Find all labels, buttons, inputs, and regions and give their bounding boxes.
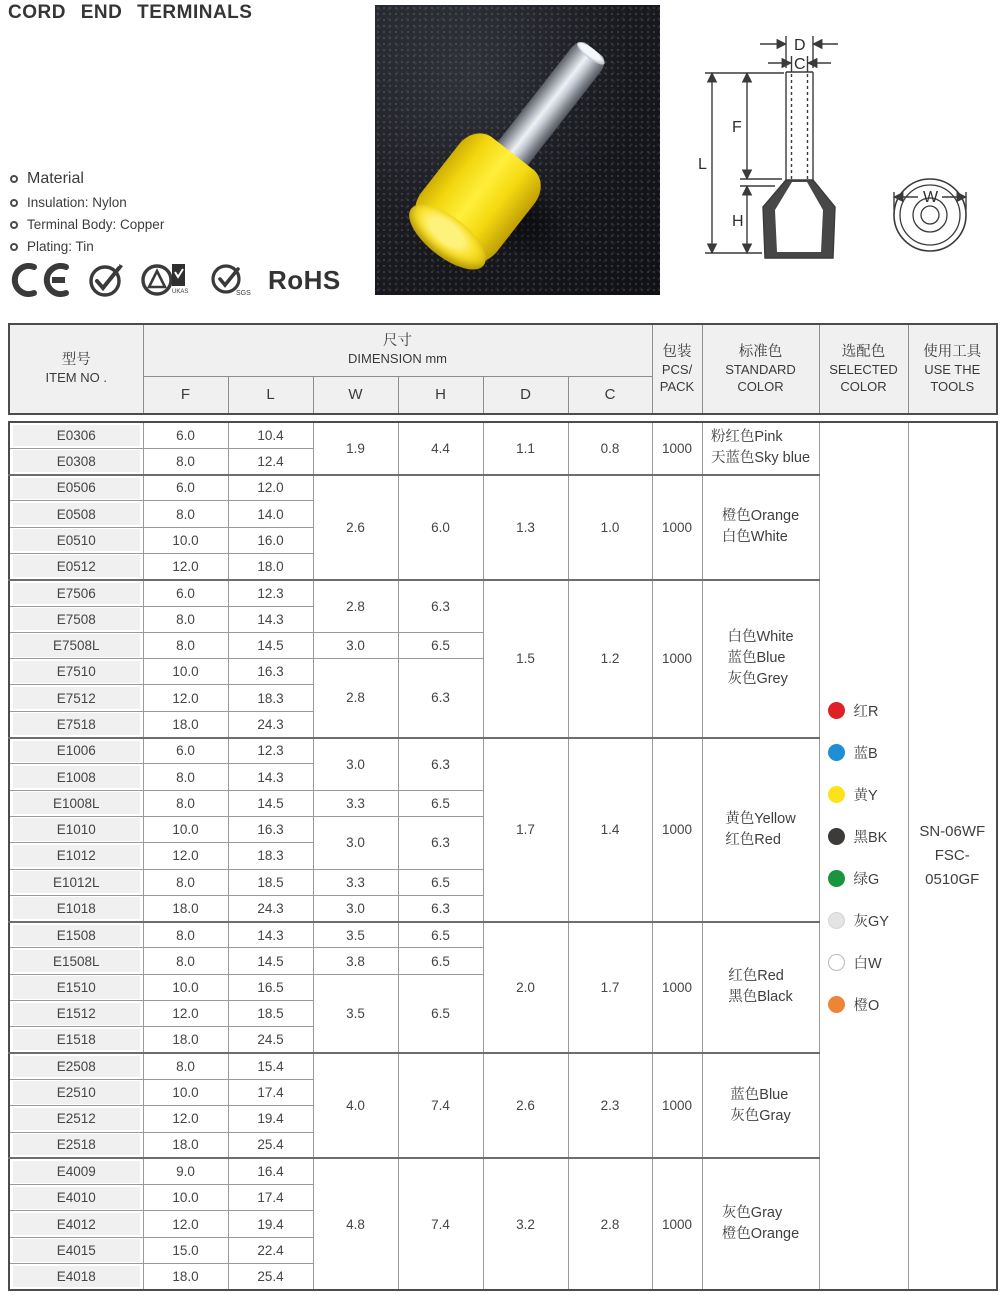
dim-l-cell: 25.4 xyxy=(228,1264,313,1290)
color-label: 灰GY xyxy=(853,914,889,931)
dim-label-c: C xyxy=(794,56,806,73)
dim-h-cell: 6.3 xyxy=(398,580,483,633)
header-selected-color-en2: COLOR xyxy=(840,378,887,394)
standard-color-line: 黄色Yellow xyxy=(725,810,796,827)
item-no-cell: E7518 xyxy=(9,711,143,737)
dim-f-cell: 6.0 xyxy=(143,738,228,764)
dim-f-cell: 9.0 xyxy=(143,1158,228,1184)
standard-color-line: 灰色Gray xyxy=(721,1205,783,1222)
header-selected-color-en1: SELECTED xyxy=(829,361,898,377)
dim-d-cell: 1.3 xyxy=(483,475,568,580)
dim-f-cell: 12.0 xyxy=(143,843,228,869)
color-swatch-icon xyxy=(828,954,845,971)
dim-f-cell: 10.0 xyxy=(143,974,228,1000)
item-no-cell: E1508L xyxy=(9,948,143,974)
item-no-cell: E2518 xyxy=(9,1132,143,1158)
dim-h-cell: 6.5 xyxy=(398,632,483,658)
dim-w-cell: 2.6 xyxy=(313,475,398,580)
dim-w-cell: 3.0 xyxy=(313,632,398,658)
item-no-cell: E0306 xyxy=(9,422,143,448)
item-no-cell: E1018 xyxy=(9,895,143,921)
dim-d-cell: 1.1 xyxy=(483,422,568,475)
dim-l-cell: 10.4 xyxy=(228,422,313,448)
dim-w-cell: 3.3 xyxy=(313,869,398,895)
item-no-cell: E1006 xyxy=(9,738,143,764)
header-pack-en2: PACK xyxy=(659,378,695,394)
dim-f-cell: 8.0 xyxy=(143,448,228,474)
dim-w-cell: 4.8 xyxy=(313,1158,398,1289)
dim-l-cell: 17.4 xyxy=(228,1079,313,1105)
color-label: 白W xyxy=(853,956,882,973)
dim-h-cell: 6.5 xyxy=(398,869,483,895)
dim-w-cell: 3.0 xyxy=(313,895,398,921)
dim-f-cell: 8.0 xyxy=(143,632,228,658)
material-item-row xyxy=(10,239,164,254)
bullet-icon xyxy=(10,175,18,183)
header-dimension-zh: 尺寸 xyxy=(383,333,412,350)
header-tools-en1: USE THE xyxy=(924,361,981,377)
dim-l-cell: 14.5 xyxy=(228,632,313,658)
dim-label-h: H xyxy=(732,213,744,230)
standard-color-line: 蓝色Blue xyxy=(730,1086,789,1103)
dim-w-cell: 4.0 xyxy=(313,1053,398,1158)
dim-f-cell: 18.0 xyxy=(143,1027,228,1053)
dim-f-cell: 8.0 xyxy=(143,764,228,790)
header-standard-color-en2: COLOR xyxy=(737,378,784,394)
dim-f-cell: 6.0 xyxy=(143,580,228,606)
color-label: 黑BK xyxy=(853,830,888,847)
header-dim-f: F xyxy=(143,376,228,414)
standard-color-cell xyxy=(702,1158,819,1289)
terminal-pin xyxy=(494,38,609,170)
dim-label-f: F xyxy=(732,119,742,136)
item-no-cell: E0512 xyxy=(9,553,143,579)
item-no-cell: E2510 xyxy=(9,1079,143,1105)
dim-l-cell: 18.0 xyxy=(228,553,313,579)
ce-mark-icon xyxy=(6,260,70,300)
dim-f-cell: 12.0 xyxy=(143,1106,228,1132)
dim-l-cell: 12.0 xyxy=(228,475,313,501)
ukas-badge-icon xyxy=(140,260,192,300)
dim-f-cell: 12.0 xyxy=(143,1211,228,1237)
color-swatch-icon xyxy=(828,996,845,1013)
header-item-no-zh: 型号 xyxy=(61,352,91,368)
dim-f-cell: 12.0 xyxy=(143,553,228,579)
item-no-cell: E1008L xyxy=(9,790,143,816)
dim-w-cell: 2.8 xyxy=(313,580,398,633)
header-pack-zh: 包装 xyxy=(662,343,692,360)
color-label: 绿G xyxy=(853,872,880,889)
dim-f-cell: 10.0 xyxy=(143,1185,228,1211)
item-no-cell: E7508 xyxy=(9,606,143,632)
item-no-cell: E7512 xyxy=(9,685,143,711)
sgs-label: SGS xyxy=(236,290,251,297)
dim-w-cell: 3.0 xyxy=(313,816,398,869)
bullet-icon xyxy=(10,221,18,229)
dim-label-l: L xyxy=(698,156,707,173)
item-no-cell: E4018 xyxy=(9,1264,143,1290)
dim-f-cell: 18.0 xyxy=(143,1264,228,1290)
item-no-cell: E1010 xyxy=(9,816,143,842)
dim-d-cell: 3.2 xyxy=(483,1158,568,1289)
standard-color-cell xyxy=(702,475,819,580)
dim-c-cell: 1.4 xyxy=(568,738,652,922)
header-dim-h: H xyxy=(398,376,483,414)
dim-l-cell: 14.5 xyxy=(228,948,313,974)
pcs-pack-cell: 1000 xyxy=(652,422,702,475)
color-swatch-icon xyxy=(828,786,845,803)
dim-h-cell: 6.5 xyxy=(398,948,483,974)
dim-l-cell: 18.3 xyxy=(228,843,313,869)
standard-color-cell xyxy=(702,922,819,1053)
dim-h-cell: 6.3 xyxy=(398,816,483,869)
dim-f-cell: 15.0 xyxy=(143,1237,228,1263)
dim-l-cell: 24.3 xyxy=(228,895,313,921)
dim-w-cell: 2.8 xyxy=(313,659,398,738)
dim-l-cell: 14.3 xyxy=(228,764,313,790)
dim-h-cell: 6.3 xyxy=(398,659,483,738)
tool-name: FSC-0510GF xyxy=(925,846,980,888)
dim-w-cell: 3.5 xyxy=(313,974,398,1053)
item-no-cell: E2512 xyxy=(9,1106,143,1132)
dim-h-cell: 7.4 xyxy=(398,1158,483,1289)
selected-color-list xyxy=(828,696,900,1015)
dim-l-cell: 15.4 xyxy=(228,1053,313,1079)
dim-l-cell: 12.3 xyxy=(228,738,313,764)
bullet-icon xyxy=(10,199,18,207)
tool-name: SN-06WF xyxy=(919,822,986,840)
material-section xyxy=(10,170,164,261)
item-no-cell: E7510 xyxy=(9,659,143,685)
item-no-cell: E2508 xyxy=(9,1053,143,1079)
standard-color-cell xyxy=(702,580,819,738)
header-tools-en2: TOOLS xyxy=(930,378,975,394)
selected-color-option xyxy=(828,742,878,763)
dim-l-cell: 14.0 xyxy=(228,501,313,527)
dim-f-cell: 8.0 xyxy=(143,501,228,527)
standard-color-line: 灰色Grey xyxy=(727,671,788,688)
dim-l-cell: 16.4 xyxy=(228,1158,313,1184)
spec-table-header xyxy=(8,323,998,415)
color-swatch-icon xyxy=(828,912,845,929)
dim-h-cell: 7.4 xyxy=(398,1053,483,1158)
item-no-cell: E1012 xyxy=(9,843,143,869)
selected-color-option xyxy=(828,994,880,1015)
certifications-row xyxy=(6,260,341,300)
dim-f-cell: 8.0 xyxy=(143,1053,228,1079)
header-item-no xyxy=(9,324,143,414)
dim-f-cell: 18.0 xyxy=(143,711,228,737)
dim-d-cell: 1.5 xyxy=(483,580,568,738)
selected-color-option xyxy=(828,784,878,805)
item-no-cell: E1012L xyxy=(9,869,143,895)
item-no-cell: E1008 xyxy=(9,764,143,790)
color-label: 蓝B xyxy=(853,746,878,763)
dim-h-cell: 6.0 xyxy=(398,475,483,580)
color-swatch-icon xyxy=(828,702,845,719)
tools-cell xyxy=(908,422,997,1290)
table-row xyxy=(9,422,997,448)
dim-c-cell: 2.3 xyxy=(568,1053,652,1158)
selected-color-option xyxy=(828,700,879,721)
color-swatch-icon xyxy=(828,828,845,845)
material-item-row xyxy=(10,217,164,232)
dim-h-cell: 6.5 xyxy=(398,974,483,1053)
item-no-cell: E4009 xyxy=(9,1158,143,1184)
header-pack xyxy=(652,324,702,414)
dim-l-cell: 18.5 xyxy=(228,1001,313,1027)
dim-h-cell: 6.3 xyxy=(398,738,483,791)
color-swatch-icon xyxy=(828,744,845,761)
dim-w-cell: 3.3 xyxy=(313,790,398,816)
dim-f-cell: 6.0 xyxy=(143,475,228,501)
dimension-diagram xyxy=(690,10,1000,295)
item-no-cell: E4010 xyxy=(9,1185,143,1211)
dim-l-cell: 17.4 xyxy=(228,1185,313,1211)
dim-f-cell: 10.0 xyxy=(143,1079,228,1105)
header-standard-color-zh: 标准色 xyxy=(738,343,783,360)
header-pack-en1: PCS/ xyxy=(661,361,693,377)
standard-color-cell xyxy=(702,422,819,475)
color-label: 橙O xyxy=(853,998,880,1015)
header-standard-color-en1: STANDARD xyxy=(725,361,796,377)
dim-c-cell: 1.0 xyxy=(568,475,652,580)
product-photo xyxy=(375,5,660,295)
dim-label-w: W xyxy=(923,189,939,206)
dim-f-cell: 6.0 xyxy=(143,422,228,448)
standard-color-cell xyxy=(702,738,819,922)
dim-l-cell: 25.4 xyxy=(228,1132,313,1158)
header-selected-color xyxy=(819,324,908,414)
dim-l-cell: 19.4 xyxy=(228,1211,313,1237)
bullet-icon xyxy=(10,243,18,251)
header-dim-c: C xyxy=(568,376,652,414)
dim-l-cell: 22.4 xyxy=(228,1237,313,1263)
item-no-cell: E1508 xyxy=(9,922,143,948)
item-no-cell: E4015 xyxy=(9,1237,143,1263)
dim-l-cell: 14.5 xyxy=(228,790,313,816)
dim-l-cell: 18.5 xyxy=(228,869,313,895)
item-no-cell: E1512 xyxy=(9,1001,143,1027)
dim-c-cell: 1.7 xyxy=(568,922,652,1053)
page-title: CORD END TERMINALS xyxy=(8,2,253,23)
item-no-cell: E1510 xyxy=(9,974,143,1000)
standard-color-line: 红色Red xyxy=(728,968,784,985)
item-no-cell: E1518 xyxy=(9,1027,143,1053)
dim-l-cell: 18.3 xyxy=(228,685,313,711)
dim-label-d: D xyxy=(794,37,806,54)
selected-color-option xyxy=(828,826,888,847)
dim-l-cell: 16.0 xyxy=(228,527,313,553)
standard-color-line: 蓝色Blue xyxy=(727,650,786,667)
dim-l-cell: 16.3 xyxy=(228,816,313,842)
dim-f-cell: 12.0 xyxy=(143,1001,228,1027)
header-selected-color-zh: 选配色 xyxy=(841,343,886,360)
material-item: Plating: Tin xyxy=(27,239,94,254)
pcs-pack-cell: 1000 xyxy=(652,1053,702,1158)
header-item-no-en: ITEM NO . xyxy=(45,370,107,385)
standard-color-line: 白色White xyxy=(721,529,788,546)
header-dimension-en: DIMENSION mm xyxy=(348,351,447,367)
pcs-pack-cell: 1000 xyxy=(652,922,702,1053)
pcs-pack-cell: 1000 xyxy=(652,738,702,922)
material-item-row xyxy=(10,195,164,210)
dim-l-cell: 19.4 xyxy=(228,1106,313,1132)
material-item: Insulation: Nylon xyxy=(27,195,127,210)
pcs-pack-cell: 1000 xyxy=(652,580,702,738)
dim-h-cell: 4.4 xyxy=(398,422,483,475)
color-label: 黄Y xyxy=(853,788,878,805)
standard-color-line: 粉红色Pink xyxy=(710,429,783,446)
dim-l-cell: 12.3 xyxy=(228,580,313,606)
dim-f-cell: 8.0 xyxy=(143,922,228,948)
dim-f-cell: 8.0 xyxy=(143,948,228,974)
color-label: 红R xyxy=(853,704,879,721)
dim-w-cell: 3.5 xyxy=(313,922,398,948)
dim-c-cell: 0.8 xyxy=(568,422,652,475)
item-no-cell: E0508 xyxy=(9,501,143,527)
spec-table-body xyxy=(8,421,998,1291)
rohs-label: RoHS xyxy=(268,264,341,295)
dim-w-cell: 3.0 xyxy=(313,738,398,791)
standard-color-cell xyxy=(702,1053,819,1158)
dim-f-cell: 18.0 xyxy=(143,895,228,921)
standard-color-line: 白色White xyxy=(727,629,794,646)
dim-l-cell: 14.3 xyxy=(228,606,313,632)
header-dim-w: W xyxy=(313,376,398,414)
header-dim-l: L xyxy=(228,376,313,414)
dim-f-cell: 10.0 xyxy=(143,659,228,685)
dim-l-cell: 24.3 xyxy=(228,711,313,737)
dim-l-cell: 16.3 xyxy=(228,659,313,685)
standard-color-line: 橙色Orange xyxy=(721,508,800,525)
standard-color-line: 灰色Gray xyxy=(730,1107,791,1124)
dim-h-cell: 6.5 xyxy=(398,922,483,948)
material-item: Terminal Body: Copper xyxy=(27,217,165,232)
dim-f-cell: 10.0 xyxy=(143,816,228,842)
item-no-cell: E7506 xyxy=(9,580,143,606)
item-no-cell: E0510 xyxy=(9,527,143,553)
dim-f-cell: 8.0 xyxy=(143,606,228,632)
dim-d-cell: 2.0 xyxy=(483,922,568,1053)
standard-color-line: 橙色Orange xyxy=(721,1226,800,1243)
dim-c-cell: 1.2 xyxy=(568,580,652,738)
quality-check-badge-icon xyxy=(85,260,125,300)
item-no-cell: E7508L xyxy=(9,632,143,658)
color-swatch-icon xyxy=(828,870,845,887)
ukas-label: UKAS xyxy=(172,289,189,295)
dim-h-cell: 6.3 xyxy=(398,895,483,921)
standard-color-line: 黑色Black xyxy=(728,989,793,1006)
standard-color-line: 天蓝色Sky blue xyxy=(710,450,811,467)
selected-color-option xyxy=(828,868,880,889)
header-tools-zh: 使用工具 xyxy=(923,343,982,360)
header-dim-d: D xyxy=(483,376,568,414)
item-no-cell: E0308 xyxy=(9,448,143,474)
selected-color-cell xyxy=(819,422,908,1290)
standard-color-line: 红色Red xyxy=(725,831,781,848)
header-standard-color xyxy=(702,324,819,414)
dim-c-cell: 2.8 xyxy=(568,1158,652,1289)
dim-f-cell: 18.0 xyxy=(143,1132,228,1158)
dim-l-cell: 16.5 xyxy=(228,974,313,1000)
dim-w-cell: 3.8 xyxy=(313,948,398,974)
selected-color-option xyxy=(828,910,889,931)
dim-f-cell: 12.0 xyxy=(143,685,228,711)
dim-l-cell: 24.5 xyxy=(228,1027,313,1053)
dim-f-cell: 10.0 xyxy=(143,527,228,553)
pcs-pack-cell: 1000 xyxy=(652,475,702,580)
material-heading: Material xyxy=(27,170,84,187)
dim-l-cell: 14.3 xyxy=(228,922,313,948)
sgs-badge-icon xyxy=(207,260,253,300)
dim-w-cell: 1.9 xyxy=(313,422,398,475)
pcs-pack-cell: 1000 xyxy=(652,1158,702,1289)
dim-f-cell: 8.0 xyxy=(143,869,228,895)
item-no-cell: E4012 xyxy=(9,1211,143,1237)
dim-l-cell: 12.4 xyxy=(228,448,313,474)
dim-f-cell: 8.0 xyxy=(143,790,228,816)
dim-h-cell: 6.5 xyxy=(398,790,483,816)
item-no-cell: E0506 xyxy=(9,475,143,501)
dim-d-cell: 2.6 xyxy=(483,1053,568,1158)
header-tools xyxy=(908,324,997,414)
selected-color-option xyxy=(828,952,882,973)
material-heading-row xyxy=(10,170,164,188)
header-dimension xyxy=(143,324,652,376)
dim-d-cell: 1.7 xyxy=(483,738,568,922)
